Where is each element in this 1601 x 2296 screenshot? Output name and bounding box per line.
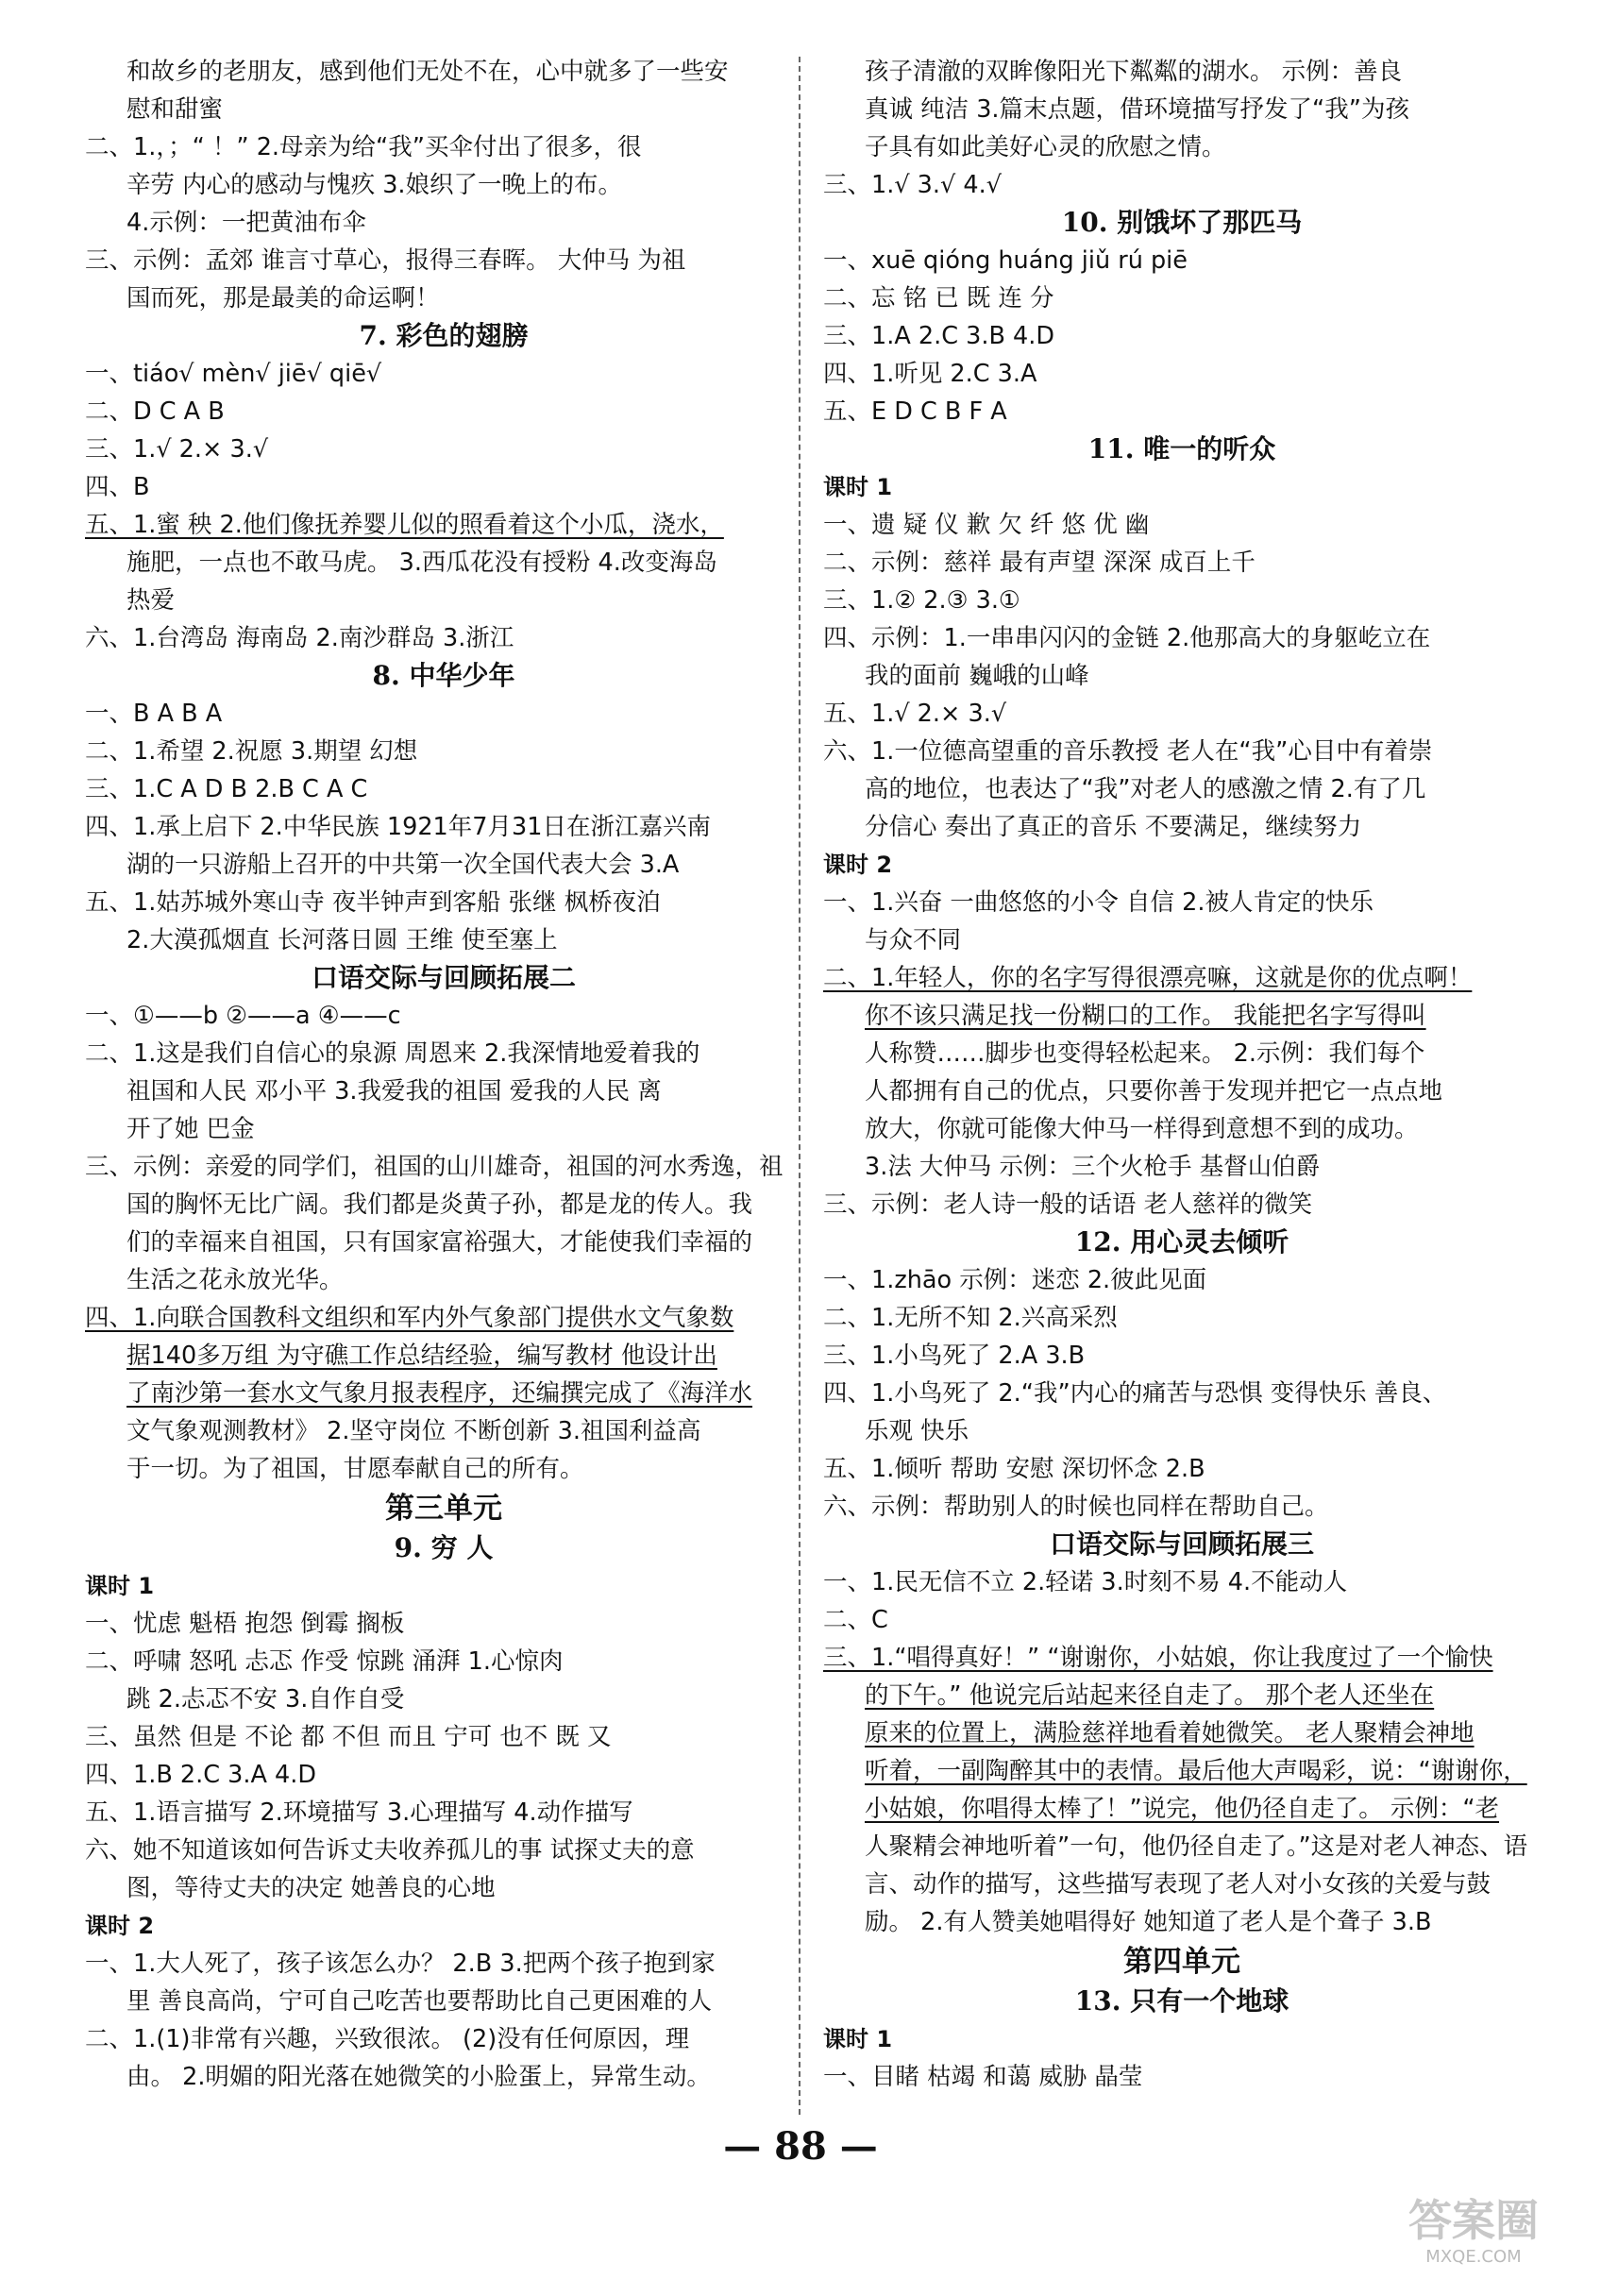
answer-line: 五、1.语言描写 2.环境描写 3.心理描写 4.动作描写	[85, 1798, 633, 1827]
answer-line: 四、1.承上启下 2.中华民族 1921年7月31日在浙江嘉兴南	[85, 813, 711, 841]
answer-line: 慰和甜蜜	[126, 95, 224, 124]
lesson-label: 课时 1	[85, 1573, 155, 1599]
lesson-label: 课时 2	[823, 852, 893, 878]
answer-line: 热爱	[126, 586, 176, 615]
unit-heading: 第三单元	[385, 1492, 502, 1526]
section-heading: 12. 用心灵去倾听	[1074, 1226, 1289, 1258]
section-heading: 7. 彩色的翅膀	[359, 320, 529, 351]
answer-line: 三、1.② 2.③ 3.①	[823, 586, 1020, 615]
answer-line: 人称赞……脚步也变得轻松起来。 2.示例：我们每个	[865, 1039, 1425, 1068]
answer-line: 小姑娘，你唱得太棒了！”说完，他仍径自走了。 示例：“老	[865, 1795, 1500, 1823]
answer-line: 辛劳 内心的感动与愧疚 3.娘织了一晚上的布。	[126, 171, 623, 199]
answer-line: 由。 2.明媚的阳光落在她微笑的小脸蛋上，异常生动。	[126, 2063, 711, 2091]
watermark-logo-text: 答案圈	[1408, 2195, 1539, 2246]
answer-line: 四、示例：1.一串串闪闪的金链 2.他那高大的身躯屹立在	[823, 624, 1431, 652]
answer-line: 了南沙第一套水文气象月报表程序，还编撰完成了《海洋水	[126, 1379, 753, 1408]
answer-line: 你不该只满足找一份糊口的工作。 我能把名字写得叫	[865, 1002, 1426, 1030]
right-column	[823, 53, 1541, 2096]
answer-line: 真诚 纯洁 3.篇末点题，借环境描写抒发了“我”为孩	[865, 95, 1409, 124]
answer-line: 们的幸福来自祖国，只有国家富裕强大，才能使我们幸福的	[126, 1228, 753, 1257]
answer-line: 二、忘 铭 已 既 连 分	[823, 284, 1054, 312]
answer-line: 二、C	[823, 1606, 888, 1634]
answer-line: 三、示例：老人诗一般的话语 老人慈祥的微笑	[823, 1190, 1313, 1219]
answer-line: 乐观 快乐	[865, 1417, 969, 1445]
answer-line: 2.大漠孤烟直 长河落日圆 王维 使至塞上	[126, 926, 558, 954]
answer-line: 国而死，那是最美的命运啊！	[126, 284, 440, 312]
answer-line: 放大，你就可能像大仲马一样得到意想不到的成功。	[865, 1115, 1419, 1143]
answer-line: 三、虽然 但是 不论 都 不但 而且 宁可 也不 既 又	[85, 1723, 612, 1751]
answer-line: 二、1.(1)非常有兴趣，兴致很浓。 (2)没有任何原因，理	[85, 2025, 690, 2053]
answer-line: 一、目睹 枯竭 和蔼 威胁 晶莹	[823, 2063, 1143, 2091]
section-heading: 13. 只有一个地球	[1074, 1985, 1289, 2017]
answer-line: 的下午。” 他说完后站起来径自走了。 那个老人还坐在	[865, 1681, 1435, 1710]
answer-line: 一、tiáo√ mèn√ jiē√ qiē√	[85, 360, 382, 388]
answer-line: 人聚精会神地听着”一句，他仍径自走了。”这是对老人神态、语	[865, 1832, 1528, 1861]
section-heading: 9. 穷 人	[394, 1532, 494, 1563]
answer-line: 湖的一只游船上召开的中共第一次全国代表大会 3.A	[126, 851, 680, 879]
answer-line: 三、1.√ 3.√ 4.√	[823, 171, 1002, 199]
answer-line: 听着，一副陶醉其中的表情。最后他大声喝彩，说：“谢谢你，	[865, 1757, 1527, 1785]
answer-line: 据140多万组 为守礁工作总结经验，编写教材 他设计出	[126, 1342, 717, 1370]
section-heading: 口语交际与回顾拓展二	[311, 962, 576, 993]
answer-line: 四、1.小鸟死了 2.“我”内心的痛苦与恐惧 变得快乐 善良、	[823, 1379, 1447, 1408]
answer-line: 五、1.姑苏城外寒山寺 夜半钟声到客船 张继 枫桥夜泊	[85, 888, 661, 917]
answer-line: 一、1.大人死了，孩子该怎么办？ 2.B 3.把两个孩子抱到家	[85, 1950, 716, 1978]
answer-line: 六、她不知道该如何告诉丈夫收养孤儿的事 试探丈夫的意	[85, 1836, 695, 1865]
answer-line: 三、示例：孟郊 谁言寸草心，报得三春晖。 大仲马 为祖	[85, 246, 686, 275]
answer-line: 我的面前 巍峨的山峰	[865, 662, 1089, 690]
answer-line: 言、动作的描写，这些描写表现了老人对小女孩的关爱与鼓	[865, 1870, 1491, 1899]
answer-line: 施肥，一点也不敢马虎。 3.西瓜花没有授粉 4.改变海岛	[126, 549, 717, 577]
answer-line: 孩子清澈的双眸像阳光下粼粼的湖水。 示例：善良	[865, 58, 1403, 86]
answer-line: 开了她 巴金	[126, 1115, 255, 1143]
answer-line: 五、1.√ 2.× 3.√	[823, 700, 1007, 728]
answer-line: 里 善良高尚，宁可自己吃苦也要帮助比自己更困难的人	[126, 1987, 713, 2016]
lesson-label: 课时 2	[85, 1913, 155, 1939]
answer-line: 四、1.向联合国教科文组织和军内外气象部门提供水文气象数	[85, 1304, 734, 1332]
lesson-label: 课时 1	[823, 2026, 893, 2052]
answer-line: 高的地位，也表达了“我”对老人的感激之情 2.有了几	[865, 775, 1426, 803]
answer-line: 与众不同	[865, 926, 962, 954]
answer-line: 生活之花永放光华。	[126, 1266, 344, 1294]
answer-line: 二、D C A B	[85, 397, 225, 426]
answer-line: 六、示例：帮助别人的时候也同样在帮助自己。	[823, 1493, 1329, 1521]
answer-line: 二、1.年轻人，你的名字写得很漂亮嘛，这就是你的优点啊！	[823, 964, 1473, 992]
answer-line: 三、1.√ 2.× 3.√	[85, 435, 269, 464]
section-heading: 10. 别饿坏了那匹马	[1061, 207, 1303, 238]
answer-line: 三、1.小鸟死了 2.A 3.B	[823, 1342, 1086, 1370]
answer-line: 一、B A B A	[85, 700, 223, 728]
answer-line: 四、B	[85, 473, 150, 501]
section-heading: 8. 中华少年	[372, 660, 515, 691]
answer-line: 二、1.这是我们自信心的泉源 周恩来 2.我深情地爱着我的	[85, 1039, 700, 1068]
answer-line: 二、呼啸 怒吼 忐忑 作受 惊跳 涌湃 1.心惊肉	[85, 1647, 564, 1676]
answer-line: 人都拥有自己的优点，只要你善于发现并把它一点点地	[865, 1077, 1443, 1106]
answer-line: 六、1.台湾岛 海南岛 2.南沙群岛 3.浙江	[85, 624, 514, 652]
answer-line: 一、1.民无信不立 2.轻诺 3.时刻不易 4.不能动人	[823, 1568, 1348, 1596]
answer-line: 六、1.一位德高望重的音乐教授 老人在“我”心目中有着崇	[823, 737, 1433, 766]
section-heading: 口语交际与回顾拓展三	[1049, 1528, 1314, 1560]
answer-line: 三、示例：亲爱的同学们，祖国的山川雄奇，祖国的河水秀逸，祖	[85, 1153, 784, 1181]
answer-line: 四、1.听见 2.C 3.A	[823, 360, 1037, 388]
column-divider	[799, 57, 800, 2115]
answer-line: 一、①——b ②——a ④——c	[85, 1002, 401, 1030]
page-number: — 88 —	[723, 2124, 878, 2169]
answer-line: 三、1.A 2.C 3.B 4.D	[823, 322, 1055, 350]
answer-line: 文气象观测教材》 2.坚守岗位 不断创新 3.祖国利益高	[126, 1417, 701, 1445]
watermark-logo	[1365, 2194, 1582, 2281]
watermark-url: MXQE.COM	[1425, 2247, 1522, 2267]
unit-heading: 第四单元	[1123, 1945, 1240, 1979]
answer-line: 于一切。为了祖国，甘愿奉献自己的所有。	[126, 1455, 584, 1483]
answer-line: 跳 2.忐忑不安 3.自作自受	[126, 1685, 405, 1714]
answer-line: 祖国和人民 邓小平 3.我爱我的祖国 爱我的人民 离	[126, 1077, 662, 1106]
answer-line: 图，等待丈夫的决定 她善良的心地	[126, 1874, 496, 1902]
answer-line: 五、1.倾听 帮助 安慰 深切怀念 2.B	[823, 1455, 1205, 1483]
answer-line: 一、遗 疑 仪 歉 欠 纤 悠 优 幽	[823, 511, 1150, 539]
answer-line: 四、1.B 2.C 3.A 4.D	[85, 1761, 317, 1789]
answer-line: 二、1.，；“ ！” 2.母亲为给“我”买伞付出了很多，很	[85, 133, 642, 161]
answer-line: 二、1.希望 2.祝愿 3.期望 幻想	[85, 737, 418, 766]
answer-line: 子具有如此美好心灵的欣慰之情。	[865, 133, 1226, 161]
left-column	[85, 53, 802, 2096]
answer-line: 一、1.zhāo 示例：迷恋 2.彼此见面	[823, 1266, 1207, 1294]
answer-line: 和故乡的老朋友，感到他们无处不在，心中就多了一些安	[126, 58, 729, 86]
answer-line: 二、示例：慈祥 最有声望 深深 成百上千	[823, 549, 1256, 577]
answer-line: 一、1.兴奋 一曲悠悠的小令 自信 2.被人肯定的快乐	[823, 888, 1373, 917]
answer-line: 3.法 大仲马 示例：三个火枪手 基督山伯爵	[865, 1153, 1321, 1181]
answer-line: 一、xuē qióng huáng jiǔ rú piē	[823, 246, 1188, 275]
answer-line: 原来的位置上，满脸慈祥地看着她微笑。 老人聚精会神地	[865, 1719, 1475, 1747]
answer-line: 励。 2.有人赞美她唱得好 她知道了老人是个聋子 3.B	[865, 1908, 1432, 1936]
answer-line: 分信心 奏出了真正的音乐 不要满足，继续努力	[865, 813, 1362, 841]
answer-line: 一、忧虑 魁梧 抱怨 倒霉 搁板	[85, 1610, 405, 1638]
answer-line: 国的胸怀无比广阔。我们都是炎黄子孙，都是龙的传人。我	[126, 1190, 753, 1219]
answer-line: 二、1.无所不知 2.兴高采烈	[823, 1304, 1118, 1332]
section-heading: 11. 唯一的听众	[1087, 433, 1276, 464]
answer-line: 五、1.蜜 秧 2.他们像抚养婴儿似的照看着这个小瓜，浇水，	[85, 511, 724, 539]
answer-line: 三、1.C A D B 2.B C A C	[85, 775, 368, 803]
answer-line: 五、E D C B F A	[823, 397, 1007, 426]
answer-line: 三、1.“唱得真好！” “谢谢你，小姑娘，你让我度过了一个愉快	[823, 1644, 1493, 1672]
lesson-label: 课时 1	[823, 474, 893, 500]
answer-line: 4.示例：一把黄油布伞	[126, 209, 366, 237]
